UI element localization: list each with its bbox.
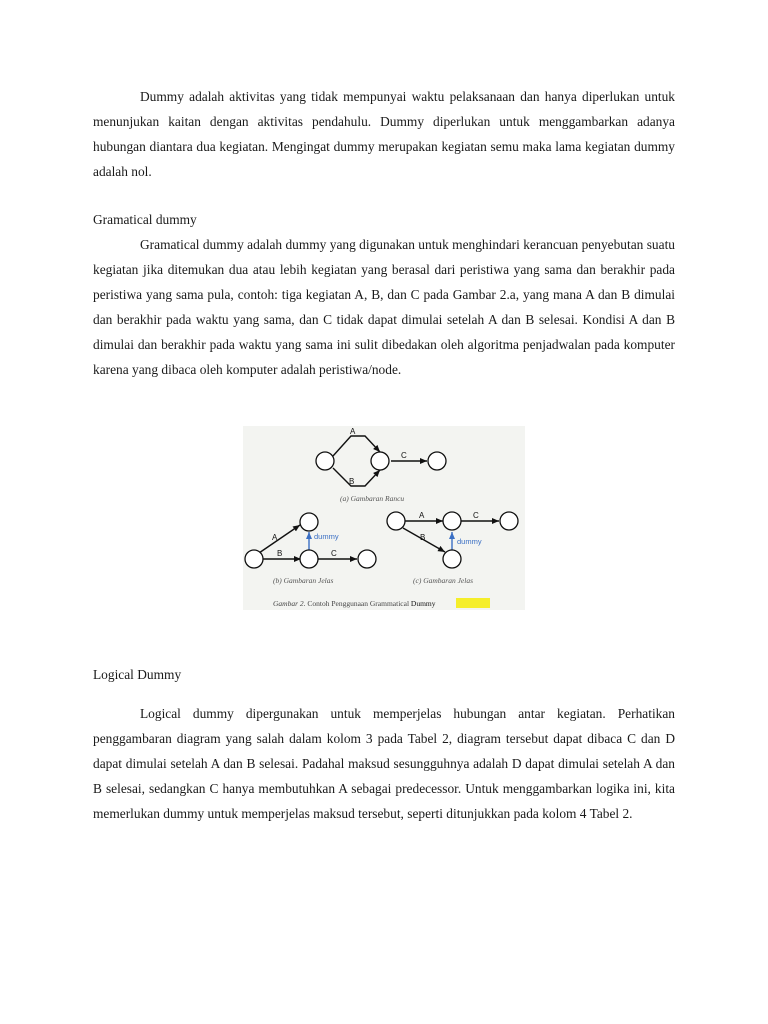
node [316,452,334,470]
caption-prefix: Gambar 2. [273,599,306,608]
diagram-c [387,511,518,585]
logical-heading: Logical Dummy [93,667,182,682]
dummy-label: dummy [457,537,482,546]
label-a: A [350,427,356,436]
caption-text: Contoh Penggunaan Grammatical [305,599,411,608]
node [245,550,263,568]
diagram-b [245,513,376,585]
node [300,550,318,568]
node [300,513,318,531]
node [358,550,376,568]
node [443,550,461,568]
label-a: A [419,511,425,520]
label-b: B [420,533,426,542]
node [371,452,389,470]
activity-a-arrow [333,436,380,456]
intro-paragraph: Dummy adalah aktivitas yang tidak mempunyai waktu pelaksanaan dan hanya diperlukan untuk menunjukan kaitan dengan aktivitas pendahulu. Dummy diperlukan untuk menggambarkan adanya hubungan diantara dua kegiatan. Mengingat dummy merupakan kegiatan semu maka lama kegiatan dummy adalah nol. [93,89,675,179]
activity-b-arrow [333,468,380,486]
caption-highlight-text: Dummy [410,599,436,608]
caption-c: (c) Gambaran Jelas [413,576,473,585]
caption-highlight [456,598,490,608]
network-diagram [243,426,525,610]
logical-paragraph: Logical dummy dipergunakan untuk memperjelas hubungan antar kegiatan. Perhatikan penggambaran diagram yang salah dalam kolom 3 pada Tabel 2, diagram tersebut dapat dibaca C dan D dapat dimulai setelah A dan B selesai. Padahal maksud sesungguhnya adalah D dapat dimulai setelah A dan B selesai, sedangkan C hanya membutuhkan A sebagai predecessor. Untuk menggambarkan logika ini, kita memerlukan dummy untuk memperjelas maksud tersebut, seperti ditunjukkan pada kolom 4 Tabel 2. [93,706,675,821]
node [443,512,461,530]
label-a: A [272,533,278,542]
document-body [93,84,675,382]
figure-grammatical-dummy [243,426,525,610]
svg-text:Gambar 2. Contoh Penggunaan Gr [273,599,436,608]
label-c: C [473,511,479,520]
dummy-label: dummy [314,532,339,541]
caption-a: (a) Gambaran Rancu [340,494,405,503]
label-b: B [277,549,283,558]
caption-b: (b) Gambaran Jelas [273,576,334,585]
label-c: C [401,451,407,460]
label-c: C [331,549,337,558]
logical-section [93,662,675,826]
node [500,512,518,530]
node [428,452,446,470]
node [387,512,405,530]
label-b: B [349,477,355,486]
gramatical-heading: Gramatical dummy [93,212,197,227]
figure-caption [273,598,490,608]
gramatical-paragraph: Gramatical dummy adalah dummy yang digunakan untuk menghindari kerancuan penyebutan suatu kegiatan jika ditemukan dua atau lebih kegiatan yang berasal dari peristiwa yang sama dan berakhir pada peristiwa yang sama pula, contoh: tiga kegiatan A, B, dan C pada Gambar 2.a, yang mana A dan B dimulai dan berakhir pada waktu yang sama, dan C tidak dapat dimulai setelah A dan B selesai. Kondisi A dan B dimulai dan berakhir pada waktu yang sama ini sulit dibedakan oleh algoritma penjadwalan pada komputer karena yang dibaca oleh komputer adalah peristiwa/node. [93,237,675,377]
diagram-a [316,427,446,503]
